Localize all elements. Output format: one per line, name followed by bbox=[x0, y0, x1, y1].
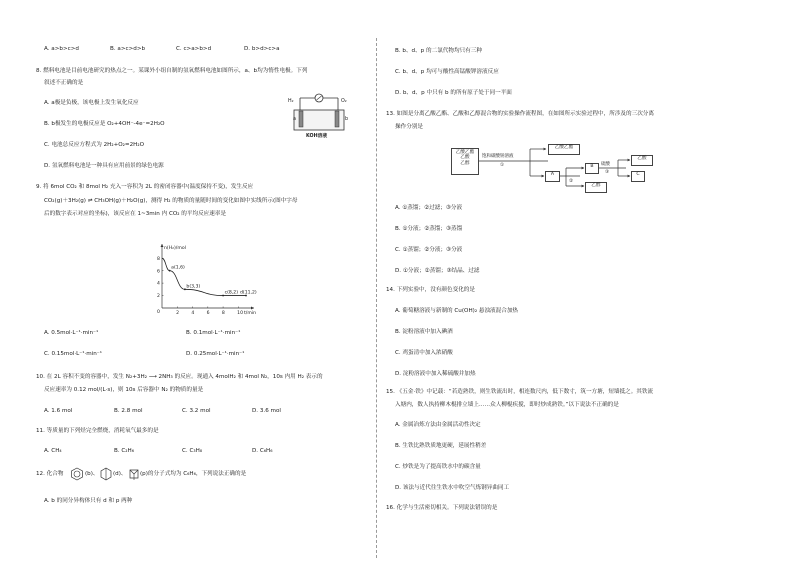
q8-option-d: D. 氢氧燃料电池是一种具有应用前景的绿色电源 bbox=[44, 163, 164, 169]
q8-option-c: C. 电池总反应方程式为 2H₂+O₂=2H₂O bbox=[44, 142, 145, 148]
y-tick-label: 6 bbox=[157, 269, 160, 275]
q15-stem-line1: 15. 《五金·铁》中记载：“若造熟铁，则生铁流出时，相连数尺内，低下数寸，筑一方塘，短墙抵之。其铁流 bbox=[386, 389, 654, 395]
q8-option-b: B. b极发生的电极反应是 O₂+4OH⁻-4e⁻=2H₂O bbox=[44, 121, 165, 127]
q10-option-b: B. 2.8 mol bbox=[114, 408, 143, 414]
q12-stem-prefix: 12. 化合物 bbox=[36, 471, 64, 477]
x-tick-label: 2 bbox=[176, 311, 180, 316]
flow-reagent-2: 硫酸 bbox=[601, 162, 610, 167]
q7-option-d: D. b>d>c>a bbox=[244, 46, 280, 52]
q9-option-d: D. 0.25mol·L⁻¹·min⁻¹ bbox=[186, 351, 245, 357]
q15-option-d: D. 该法与近代往生铁水中吹空气炼钢异曲同工 bbox=[395, 485, 510, 491]
q8-stem-line2: 叙述不正确的是 bbox=[44, 80, 84, 86]
q15-option-c: C. 炒铁是为了提高铁水中的碳含量 bbox=[395, 464, 481, 470]
x-tick-label: 8 bbox=[221, 311, 225, 316]
q7-option-b: B. a>c>d>b bbox=[110, 46, 146, 52]
q16-stem: 16. 化学与生活密切相关。下列说法错误的是 bbox=[386, 505, 498, 511]
flow-b-box: B bbox=[585, 163, 599, 174]
q10-option-a: A. 1.6 mol bbox=[44, 408, 73, 414]
flow-reagent-1: 饱和碳酸钠溶液 bbox=[482, 154, 514, 159]
x-tick-label: 6 bbox=[206, 311, 210, 316]
h2-label: H₂ bbox=[288, 99, 294, 104]
q12-option-b: B. b、d、p 的二氯代物均只有三种 bbox=[395, 48, 482, 54]
q15-option-b: B. 生铁比熟铁质地更硬，延展性稍差 bbox=[395, 443, 487, 449]
data-point-label: a(1,6) bbox=[171, 265, 185, 271]
q9-option-c: C. 0.15mol·L⁻¹·min⁻¹ bbox=[44, 351, 102, 357]
q15-stem-line2: 入塘内，数人执持柳木棍排立墙上……众人柳棍疾搅，即时炒成熟铁。”以下说法不正确的是 bbox=[395, 402, 619, 408]
q13-option-c: C. ①蒸馏；②分液；③分液 bbox=[395, 247, 463, 253]
flow-mixture-item: 乙酸乙酯 bbox=[455, 150, 475, 155]
q11-option-d: D. C₆H₆ bbox=[252, 448, 273, 454]
q14-option-b: B. 淀粉溶液中加入碘酒 bbox=[395, 329, 453, 335]
y-tick-label: 2 bbox=[157, 294, 160, 300]
electrolyte-label: KOH溶液 bbox=[306, 134, 328, 139]
data-point-label: d(11,2) bbox=[240, 290, 257, 296]
electrode-b-label: b bbox=[345, 117, 349, 122]
x-tick-label: 4 bbox=[191, 311, 195, 316]
q14-option-c: C. 鸡蛋清中加入浓硝酸 bbox=[395, 350, 453, 356]
q11-option-c: C. C₃H₈ bbox=[182, 448, 203, 454]
data-point-label: b(3,3) bbox=[186, 284, 201, 290]
flow-mixture-item: 乙醇 bbox=[460, 160, 470, 166]
q9-option-a: A. 0.5mol·L⁻¹·min⁻¹ bbox=[44, 330, 99, 336]
x-axis-label: t/min bbox=[244, 311, 257, 316]
q11-stem: 11. 等质量的下列烃完全燃烧，消耗氧气最多的是 bbox=[36, 428, 159, 434]
q9-stem-line2: CO₂(g)＋3H₂(g) ⇌ CH₃OH(g)＋H₂O(g)，测得 H₂ 的物质的量随时间的变化如图中实线所示(图中字母 bbox=[44, 198, 298, 204]
q13-option-d: D. ①分液；②蒸馏；③结晶、过滤 bbox=[395, 268, 480, 274]
q12-option-d: D. b、d、p 中只有 b 的所有原子处于同一平面 bbox=[395, 90, 512, 96]
q14-option-a: A. 葡萄糖溶液与新制的 Cu(OH)₂ 悬浊液混合加热 bbox=[395, 308, 519, 314]
q12-stem-b: (b)、 bbox=[85, 471, 99, 477]
flow-ester-box: 乙酸乙酯 bbox=[548, 144, 580, 155]
origin-label: 0 bbox=[157, 310, 160, 315]
x-tick-label: 10 bbox=[237, 311, 244, 316]
q7-option-a: A. a>b>c>d bbox=[44, 46, 79, 52]
q12-stem-rest: (p)的分子式均为 C₆H₆，下列说法正确的是 bbox=[140, 471, 247, 477]
q12-option-a: A. b 的同分异构体只有 d 和 p 两种 bbox=[44, 498, 133, 504]
q14-option-d: D. 淀粉溶液中加入稀硫酸并加热 bbox=[395, 371, 476, 377]
flow-mixture-box bbox=[451, 148, 479, 175]
q11-option-b: B. C₂H₆ bbox=[114, 448, 134, 454]
q15-option-a: A. 金属冶炼方法由金属活动性决定 bbox=[395, 422, 481, 428]
q10-option-c: C. 3.2 mol bbox=[182, 408, 211, 414]
q10-stem-line1: 10. 在 2L 容积不变的容器中，发生 N₂+3H₂ ⟶ 2NH₃ 的反应。现通入 4molH₂ 和 4mol N₂，10s 内用 H₂ 表示的 bbox=[36, 374, 323, 380]
flow-step-1: ① bbox=[500, 163, 505, 168]
q14-stem: 14. 下列实验中，没有颜色变化的是 bbox=[386, 287, 475, 293]
q8-stem-line1: 8. 燃料电池是目前电池研究的热点之一。某课外小组自制的氢氧燃料电池如图所示，a、b均为惰性电极。下列 bbox=[36, 68, 308, 74]
q12-option-c: C. b、d、p 均可与酸性高锰酸钾溶液反应 bbox=[395, 69, 499, 75]
q7-option-c: C. c>a>b>d bbox=[176, 46, 212, 52]
y-tick-label: 4 bbox=[157, 281, 160, 287]
o2-label: O₂ bbox=[341, 99, 347, 104]
q9-option-b: B. 0.1mol·L⁻¹·min⁻¹ bbox=[186, 330, 241, 336]
q9-stem-line3: 后的数字表示对应的坐标)，该反应在 1~3min 内 CO₂ 的平均反应速率是 bbox=[44, 211, 227, 217]
y-tick-label: 8 bbox=[157, 256, 160, 262]
q10-stem-line2: 反应速率为 0.12 mol/(L·s)，则 10s 后容器中 N₂ 的物质的量是 bbox=[44, 387, 204, 393]
flow-step-2: ② bbox=[569, 179, 574, 184]
flow-ethanol-box: 乙醇 bbox=[585, 182, 607, 193]
flow-acid-box: 乙酸 bbox=[631, 155, 653, 166]
q13-stem-line1: 13. 如图是分离乙酸乙酯、乙酸和乙醇混合物的实验操作流程图，在如图所示实验过程中，所涉及的三次分离 bbox=[386, 111, 654, 117]
flow-a-box: A bbox=[545, 171, 560, 182]
y-axis-label: n(H₂)/mol bbox=[164, 246, 186, 251]
q13-option-a: A. ①蒸馏；②过滤；③分液 bbox=[395, 205, 463, 211]
flow-step-3: ③ bbox=[605, 170, 610, 175]
q12-stem-c: (d)、 bbox=[113, 471, 127, 477]
q13-option-b: B. ①分液；②蒸馏；③蒸馏 bbox=[395, 226, 463, 232]
q13-stem-line2: 操作分别是 bbox=[395, 124, 423, 130]
q10-option-d: D. 3.6 mol bbox=[252, 408, 281, 414]
data-point-label: c(8,2) bbox=[224, 290, 239, 296]
flow-c-box: C bbox=[631, 171, 645, 182]
q11-option-a: A. CH₄ bbox=[44, 448, 62, 454]
q9-stem-line1: 9. 将 6mol CO₂ 和 8mol H₂ 充入一容积为 2L 的密闭容器中(温度保持不变)，发生反应 bbox=[36, 184, 254, 190]
q8-option-a: A. a极是负极，该电极上发生氧化反应 bbox=[44, 100, 139, 106]
electrode-a-label: a bbox=[293, 117, 296, 122]
flow-mixture-item: 乙酸 bbox=[460, 155, 470, 161]
